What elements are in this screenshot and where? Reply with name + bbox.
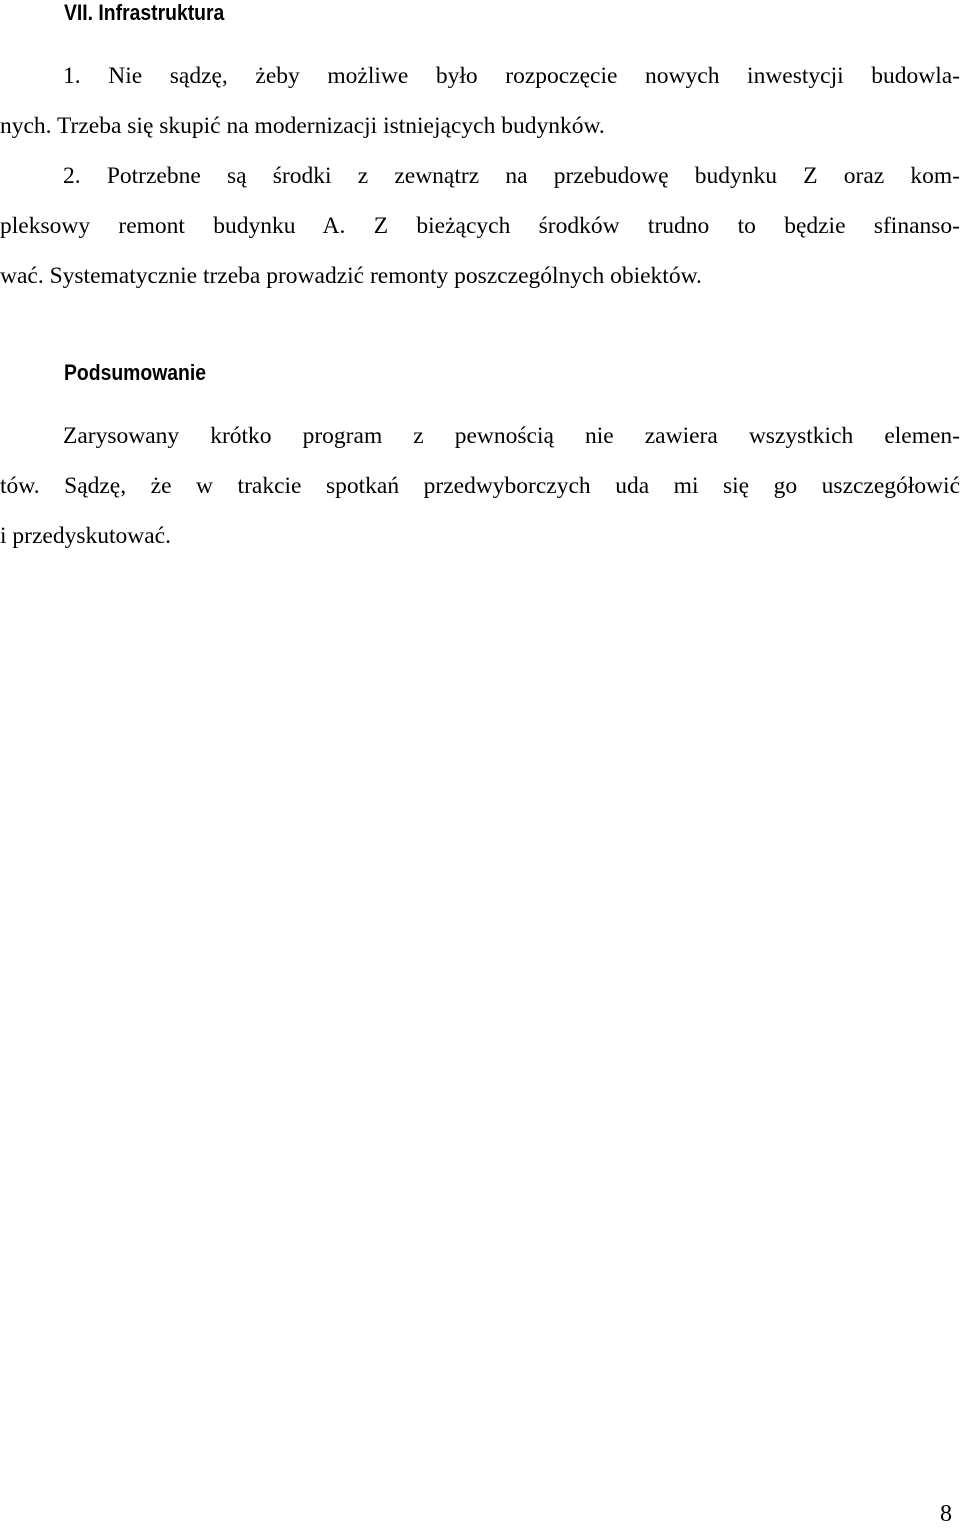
paragraph-line: 2. Potrzebne są środki z zewnątrz na przebudowę budynku Z oraz kom- [63, 163, 960, 189]
paragraph-line: Zarysowany krótko program z pewnością nie zawiera wszystkich elemen- [63, 423, 960, 449]
section-heading-summary: Podsumowanie [64, 360, 206, 385]
page-number: 8 [940, 1501, 952, 1527]
section-heading-infrastructure: VII. Infrastruktura [64, 0, 225, 25]
paragraph-line: pleksowy remont budynku A. Z bieżących środków trudno to będzie sfinanso- [0, 213, 960, 239]
paragraph-line: 1. Nie sądzę, żeby możliwe było rozpoczęcie nowych inwestycji budowla- [63, 63, 960, 89]
paragraph-line: tów. Sądzę, że w trakcie spotkań przedwyborczych uda mi się go uszczegółowić [0, 473, 960, 499]
paragraph-line: wać. Systematycznie trzeba prowadzić remonty poszczególnych obiektów. [0, 263, 702, 289]
paragraph-line: nych. Trzeba się skupić na modernizacji istniejących budynków. [0, 113, 605, 139]
paragraph-line: i przedyskutować. [0, 523, 171, 549]
